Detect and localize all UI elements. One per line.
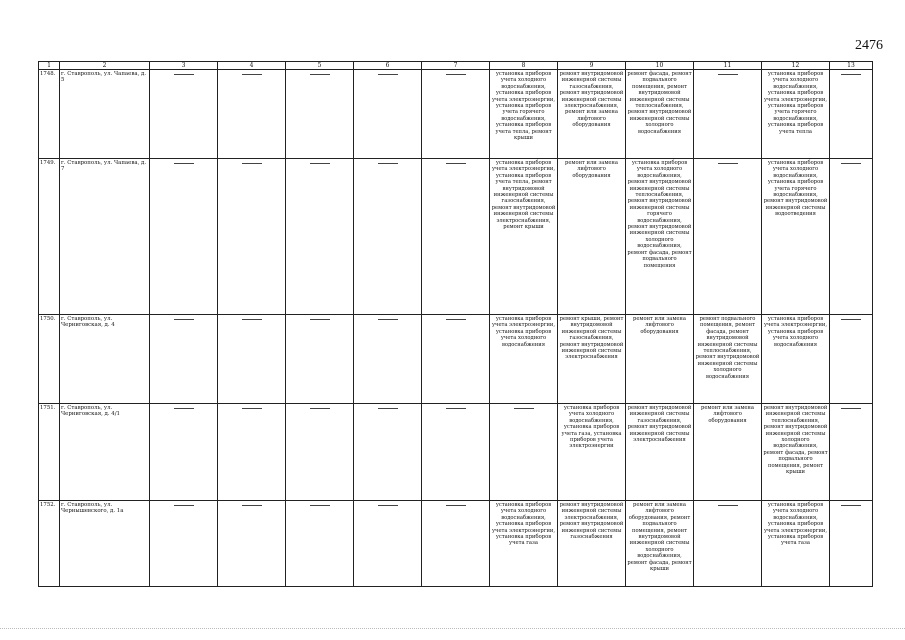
empty-cell-dash: [830, 404, 873, 501]
empty-cell-dash: [354, 159, 422, 315]
work-description-text: ремонт внутридомовой инженерной системы газоснабжения, ремонт внутридомовой инженерной системы электроснабжения: [627, 405, 692, 444]
empty-cell-dash: [354, 315, 422, 404]
col-header: 2: [60, 62, 150, 70]
work-description-text: ремонт подвального помещения, ремонт фасада, ремонт внутридомовой инженерной системы теплоснабжения, ремонт внутридомовой инженерной системы холодного водоснабжения: [695, 316, 760, 380]
work-description-text: ремонт внутридомовой инженерной системы газоснабжения, ремонт внутридомовой инженерной системы электроснабжения, ремонт или замена лифтового оборудования: [559, 71, 624, 129]
empty-cell-dash: [150, 315, 218, 404]
col-header: 8: [490, 62, 558, 70]
work-description-text: ремонт или замена лифтового оборудования, ремонт подвального помещения, ремонт внутридомовой инженерной системы холодного водоснабжения, ремонт фасада, ремонт крыши: [627, 502, 692, 573]
empty-cell-dash: [150, 159, 218, 315]
dash-mark: [378, 408, 398, 409]
empty-cell-dash: [286, 315, 354, 404]
row-address: г. Ставрополь, ул. Черниговская, д. 4: [60, 315, 150, 404]
empty-cell-dash: [422, 315, 490, 404]
header-row: [39, 62, 873, 70]
table-row: [39, 159, 873, 315]
work-description-text: установка приборов учета электроэнергии, установка приборов учета холодного водоснабжения: [491, 316, 556, 348]
work-description-cell: [558, 159, 626, 315]
dash-mark: [174, 74, 194, 75]
dash-mark: [841, 319, 861, 320]
empty-cell-dash: [694, 501, 762, 587]
empty-cell-dash: [830, 315, 873, 404]
empty-cell-dash: [286, 70, 354, 159]
empty-cell-dash: [830, 501, 873, 587]
work-description-text: установка приборов учета электроэнергии, установка приборов учета холодного водоснабжения: [763, 316, 828, 348]
col-header: 11: [694, 62, 762, 70]
dash-mark: [242, 74, 262, 75]
dash-mark: [446, 505, 466, 506]
dash-mark: [242, 505, 262, 506]
work-description-cell: [558, 404, 626, 501]
table-row: [39, 315, 873, 404]
work-description-text: ремонт фасада, ремонт подвального помещения, ремонт внутридомовой инженерной системы теплоснабжения, ремонт внутридомовой инженерной системы холодного водоснабжения: [627, 71, 692, 135]
empty-cell-dash: [694, 159, 762, 315]
dash-mark: [310, 163, 330, 164]
empty-cell-dash: [150, 404, 218, 501]
work-description-text: ремонт крыши, ремонт внутридомовой инженерной системы газоснабжения, ремонт внутридомовой инженерной системы электроснабжения: [559, 316, 624, 361]
row-number: 1749.: [39, 159, 60, 315]
row-address: г. Ставрополь, ул. Чернышевского, д. 1а: [60, 501, 150, 587]
table-row: [39, 404, 873, 501]
work-description-text: установка приборов учета холодного водоснабжения, установка приборов учета электроэнергии, установка приборов учета горячего водоснабжения, установка приборов учета тепла, ремонт крыши: [491, 71, 556, 142]
dash-mark: [718, 163, 738, 164]
dash-mark: [446, 163, 466, 164]
work-description-cell: [626, 404, 694, 501]
col-header: 7: [422, 62, 490, 70]
empty-cell-dash: [218, 404, 286, 501]
empty-cell-dash: [218, 70, 286, 159]
work-description-text: ремонт внутридомовой инженерной системы электроснабжения, ремонт внутридомовой инженерной системы газоснабжения: [559, 502, 624, 541]
work-description-text: ремонт или замена лифтового оборудования: [701, 405, 754, 424]
col-header: 9: [558, 62, 626, 70]
dash-mark: [514, 408, 534, 409]
page-number: 2476: [855, 38, 883, 53]
empty-cell-dash: [422, 404, 490, 501]
dash-mark: [242, 319, 262, 320]
empty-cell-dash: [150, 70, 218, 159]
col-header: 13: [830, 62, 873, 70]
work-description-text: установка приборов учета холодного водоснабжения, ремонт внутридомовой инженерной системы теплоснабжения, ремонт внутридомовой инженерной системы горячего водоснабжения, ремонт внутридомовой инженерной системы холодного водоснабжения, ремонт фасада, ремонт подвального помещения: [627, 160, 692, 269]
empty-cell-dash: [218, 315, 286, 404]
dash-mark: [174, 408, 194, 409]
empty-cell-dash: [218, 501, 286, 587]
work-description-text: ремонт или замена лифтового оборудования: [633, 316, 686, 335]
work-description-cell: [762, 501, 830, 587]
row-address: г. Ставрополь, ул. Чапаева, д. 5: [60, 70, 150, 159]
dash-mark: [378, 505, 398, 506]
work-description-cell: [626, 159, 694, 315]
empty-cell-dash: [694, 70, 762, 159]
empty-cell-dash: [830, 70, 873, 159]
row-number: 1752.: [39, 501, 60, 587]
empty-cell-dash: [490, 404, 558, 501]
work-description-cell: [694, 404, 762, 501]
dash-mark: [174, 505, 194, 506]
dash-mark: [242, 408, 262, 409]
dash-mark: [446, 319, 466, 320]
dash-mark: [174, 163, 194, 164]
scan-artifact-line: [0, 628, 905, 630]
work-description-cell: [558, 70, 626, 159]
col-header: 4: [218, 62, 286, 70]
work-description-cell: [694, 315, 762, 404]
work-description-text: установка приборов учета холодного водоснабжения, установка приборов учета газа, установка приборов учета электроэнергии: [561, 405, 622, 450]
dash-mark: [378, 163, 398, 164]
empty-cell-dash: [422, 159, 490, 315]
work-description-cell: [490, 315, 558, 404]
col-header: 12: [762, 62, 830, 70]
empty-cell-dash: [830, 159, 873, 315]
work-description-cell: [558, 501, 626, 587]
dash-mark: [841, 505, 861, 506]
dash-mark: [841, 163, 861, 164]
work-description-cell: [626, 70, 694, 159]
row-address: г. Ставрополь, ул. Чапаева, д. 7: [60, 159, 150, 315]
empty-cell-dash: [150, 501, 218, 587]
dash-mark: [242, 163, 262, 164]
empty-cell-dash: [286, 404, 354, 501]
col-header: 5: [286, 62, 354, 70]
work-description-cell: [490, 159, 558, 315]
work-description-text: установка приборов учета электроэнергии, установка приборов учета тепла, ремонт внутридомовой инженерной системы газоснабжения, ремонт внутридомовой инженерной системы электроснабжения, ремонт крыши: [491, 160, 556, 231]
table-row: [39, 70, 873, 159]
col-header: 1: [39, 62, 60, 70]
dash-mark: [174, 319, 194, 320]
empty-cell-dash: [354, 70, 422, 159]
repair-schedule-table: [38, 61, 873, 587]
row-number: 1751.: [39, 404, 60, 501]
empty-cell-dash: [286, 159, 354, 315]
dash-mark: [446, 74, 466, 75]
empty-cell-dash: [422, 70, 490, 159]
row-number: 1750.: [39, 315, 60, 404]
dash-mark: [841, 74, 861, 75]
empty-cell-dash: [354, 404, 422, 501]
work-description-cell: [762, 159, 830, 315]
work-description-text: установка приборов учета холодного водоснабжения, установка приборов учета горячего водоснабжения, ремонт внутридомовой инженерной системы водоотведения: [763, 160, 828, 218]
row-address: г. Ставрополь, ул. Черниговская, д. 4/1: [60, 404, 150, 501]
dash-mark: [310, 74, 330, 75]
empty-cell-dash: [286, 501, 354, 587]
empty-cell-dash: [354, 501, 422, 587]
dash-mark: [310, 319, 330, 320]
work-description-text: ремонт внутридомовой инженерной системы теплоснабжения, ремонт внутридомовой инженерной системы холодного водоснабжения, ремонт фасада, ремонт подвального помещения, ремонт крыши: [763, 405, 828, 476]
dash-mark: [446, 408, 466, 409]
empty-cell-dash: [422, 501, 490, 587]
table-row: [39, 501, 873, 587]
row-number: 1748.: [39, 70, 60, 159]
work-description-cell: [626, 315, 694, 404]
col-header: 6: [354, 62, 422, 70]
work-description-cell: [762, 404, 830, 501]
dash-mark: [841, 408, 861, 409]
work-description-cell: [762, 70, 830, 159]
work-description-cell: [558, 315, 626, 404]
dash-mark: [310, 408, 330, 409]
col-header: 3: [150, 62, 218, 70]
dash-mark: [378, 319, 398, 320]
work-description-text: установка приборов учета холодного водоснабжения, установка приборов учета электроэнергии, установка приборов учета горячего водоснабжения, установка приборов учета тепла: [763, 71, 828, 135]
dash-mark: [310, 505, 330, 506]
col-header: 10: [626, 62, 694, 70]
work-description-cell: [490, 501, 558, 587]
work-description-text: установка приборов учета холодного водоснабжения, установка приборов учета электроэнергии, установка приборов учета газа: [763, 502, 828, 547]
empty-cell-dash: [218, 159, 286, 315]
work-description-cell: [626, 501, 694, 587]
work-description-text: ремонт или замена лифтового оборудования: [565, 160, 618, 179]
work-description-cell: [490, 70, 558, 159]
work-description-text: установка приборов учета холодного водоснабжения, установка приборов учета электроэнергии, установка приборов учета газа: [491, 502, 556, 547]
work-description-cell: [762, 315, 830, 404]
dash-mark: [718, 505, 738, 506]
dash-mark: [378, 74, 398, 75]
dash-mark: [718, 74, 738, 75]
